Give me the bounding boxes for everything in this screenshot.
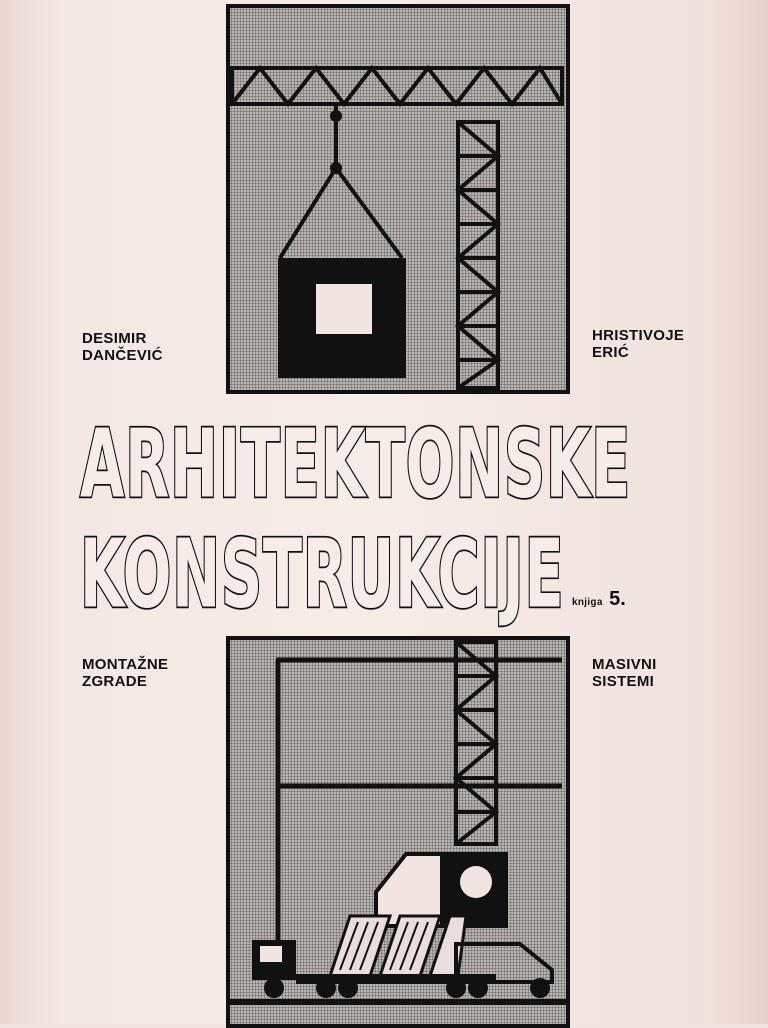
author-right-first: HRISTIVOJE	[592, 327, 685, 344]
book-number: 5.	[609, 588, 626, 610]
subtitle-left	[82, 656, 168, 690]
book-volume	[572, 588, 626, 611]
crane-illustration-top	[226, 4, 570, 394]
author-left-first: DESIMIR	[82, 330, 147, 347]
subtitle-right-line1: MASIVNI	[592, 656, 657, 673]
author-right	[592, 327, 684, 361]
author-left-last: DANČEVIĆ	[82, 347, 163, 364]
author-left	[82, 330, 163, 364]
subtitle-right	[592, 656, 657, 690]
subtitle-left-line1: MONTAŽNE	[82, 656, 169, 673]
subtitle-left-line2: ZGRADE	[82, 673, 148, 690]
subtitle-right-line2: SISTEMI	[592, 673, 655, 690]
author-right-last: ERIĆ	[592, 344, 630, 361]
title-line-1: ARHITEKTONSKE	[80, 410, 631, 520]
title-line-2: KONSTRUKCIJE	[80, 520, 565, 630]
building-illustration-bottom	[226, 636, 570, 1028]
book-label: knjiga	[572, 597, 603, 608]
